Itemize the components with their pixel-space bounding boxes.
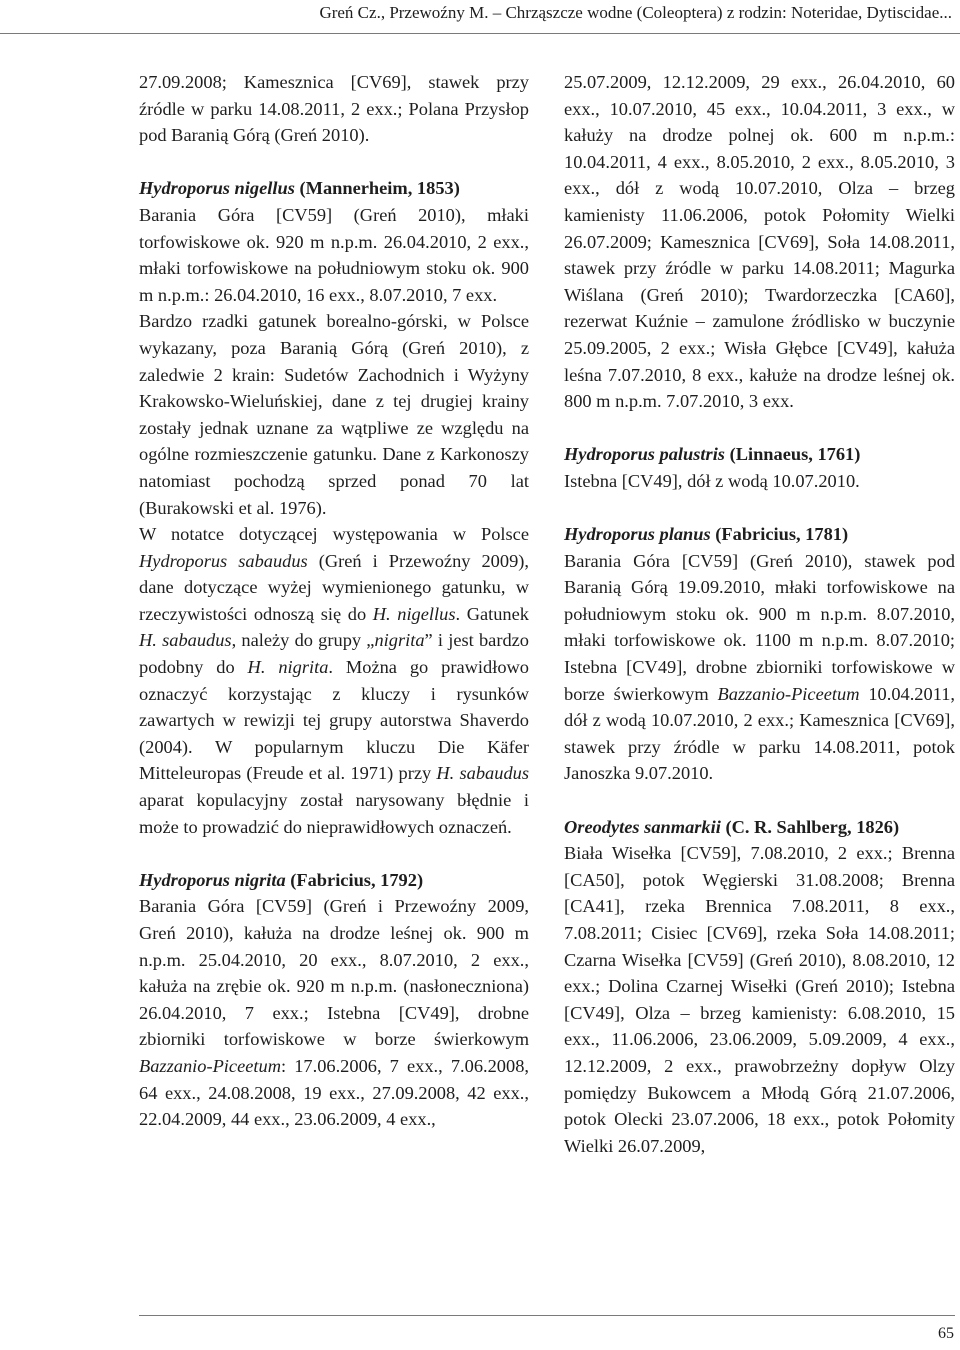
species-author: (C. R. Sahlberg, 1826): [720, 816, 900, 837]
intro-paragraph: 27.09.2008; Kamesznica [CV69], stawek przy źródle w parku 14.08.2011, 2 exx.; Polana Przysłop pod Baranią Górą (Greń 2010).: [139, 72, 529, 146]
note-nigellus-sabaudus: W notatce dotyczącej występowania w Polsce Hydroporus sabaudus (Greń i Przewoźny 2009), dane dotyczące wyżej wymienionego gatunku, w rzeczywistości odnoszą się do H. nigellus. Gatunek H. sabaudus, należy do grupy „nigrita” i jest bardzo podobny do H. nigrita. Można go prawidłowo oznaczyć korzystając z kluczy i rysunków zawartych w rewizji tej grupy autorstwa Shaverdo (2004). W popularnym kluczu Die Käfer Mitteleuropas (Freude et al. 1971) przy H. sabaudus aparat kopulacyjny został narysowany błędnie i może to prowadzić do nieprawidłowych oznaczeń.: [139, 524, 529, 837]
right-column: [564, 69, 955, 1159]
note-nigellus-distribution: Bardzo rzadki gatunek borealno-górski, w Polsce wykazany, poza Baranią Górą (Greń 2010), z zaledwie 2 krain: Sudetów Zachodnich i Wyżyny Krakowsko-Wieluńskiej, dane z tej drugiej krainy zostały jednak uznane za wątpliwe ze względu na ogólne rozmieszczenie gatunku. Dane z Karkonoszy natomiast pochodzą sprzed ponad 70 lat (Burakowski et al. 1976).: [139, 311, 529, 518]
records-palustris: Istebna [CV49], dół z wodą 10.07.2010.: [564, 470, 860, 491]
species-heading-planus: [564, 521, 955, 548]
footer-rule: [139, 1315, 955, 1316]
species-heading-nigellus: [139, 175, 529, 202]
species-heading-nigrita: [139, 867, 529, 894]
species-author: (Mannerheim, 1853): [294, 178, 460, 199]
species-author: (Fabricius, 1792): [285, 869, 424, 890]
records-sanmarkii: Biała Wisełka [CV59], 7.08.2010, 2 exx.; Brenna [CA50], potok Węgierski 31.08.2008; Brenna [CA41], rzeka Brennica 7.08.2011, 8 exx., 7.08.2011; Cisiec [CV69], rzeka Soła 14.08.2011; Czarna Wisełka [CV59] (Greń 2010), 8.08.2010, 12 exx.; Dolina Czarnej Wisełki (Greń 2010); Istebna [CV49], Olza – brzeg kamienisty: 6.08.2010, 15 exx., 11.06.2006, 23.06.2009, 5.09.2009, 4 exx., 12.12.2009, 2 exx., prawobrzeżny dopływ Olzy pomiędzy Bukowcem a Młodą Górą 21.07.2006, potok Olecki 23.07.2006, 18 exx., potok Połomity Wielki 26.07.2009,: [564, 843, 955, 1156]
species-name: Hydroporus planus: [564, 524, 711, 545]
species-name: Oreodytes sanmarkii: [564, 816, 721, 837]
left-column: [139, 69, 529, 1133]
species-author: (Linnaeus, 1761): [724, 444, 861, 465]
species-heading-sanmarkii: [564, 814, 955, 841]
species-name: Hydroporus palustris: [564, 444, 725, 465]
records-nigellus: Barania Góra [CV59] (Greń 2010), młaki torfowiskowe ok. 920 m n.p.m. 26.04.2010, 2 exx., młaki torfowiskowe na południowym stoku ok. 900 m n.p.m.: 26.04.2010, 16 exx., 8.07.2010, 7 exx.: [139, 204, 529, 305]
page-number: 65: [938, 1325, 954, 1342]
species-heading-palustris: [564, 441, 955, 468]
records-nigrita: Barania Góra [CV59] (Greń i Przewoźny 2009, Greń 2010), kałuża na drodze leśnej ok. 900 m n.p.m. 25.04.2010, 20 exx., 8.07.2010, 2 exx., kałuża na zrębie ok. 920 m n.p.m. (nasłoneczniona) 26.04.2010, 7 exx.; Istebna [CV49], drobne zbiorniki torfowiskowe w borze świerkowym Bazzanio-Piceetum: 17.06.2006, 7 exx., 7.06.2008, 64 exx., 24.08.2008, 19 exx., 27.09.2008, 42 exx., 22.04.2009, 44 exx., 23.06.2009, 4 exx.,: [139, 896, 529, 1130]
records-nigrita-continued: 25.07.2009, 12.12.2009, 29 exx., 26.04.2010, 60 exx., 10.07.2010, 45 exx., 10.04.2011, 3 exx., w kałuży na drodze polnej ok. 600 m n.p.m.: 10.04.2011, 4 exx., 8.05.2010, 2 exx., 8.05.2010, 3 exx., dół z wodą 10.07.2010, Olza – brzeg kamienisty 11.06.2006, potok Połomity Wielki 26.07.2009; Kamesznica [CV69], Soła 14.08.2011, stawek przy źródle w parku 14.08.2011; Magurka Wiślana (Greń 2010); Twardorzeczka [CA60], rezerwat Kuźnie – zamulone źródlisko w buczynie 25.09.2005, 2 exx.; Wisła Głębce [CV49], kałuża leśna 7.07.2010, 8 exx., kałuże na drodze leśnej ok. 800 m n.p.m. 7.07.2010, 3 exx.: [564, 72, 955, 412]
species-name: Hydroporus nigellus: [139, 178, 295, 199]
header-rule: [0, 33, 960, 34]
species-author: (Fabricius, 1781): [710, 524, 849, 545]
records-planus: Barania Góra [CV59] (Greń 2010), stawek pod Baranią Górą 19.09.2010, młaki torfowiskowe na południowym stoku ok. 900 m n.p.m. 8.07.2010, młaki torfowiskowe ok. 1100 m n.p.m. 8.07.2010; Istebna [CV49], drobne zbiorniki torfowiskowe w borze świerkowym Bazzanio-Piceetum 10.04.2011, dół z wodą 10.07.2010, 2 exx.; Kamesznica [CV69], stawek przy źródle w parku 14.08.2011, potok Janoszka 9.07.2010.: [564, 550, 955, 784]
species-name: Hydroporus nigrita: [139, 869, 286, 890]
running-header: Greń Cz., Przewoźny M. – Chrząszcze wodne (Coleoptera) z rodzin: Noteridae, Dytiscidae...: [319, 3, 952, 22]
